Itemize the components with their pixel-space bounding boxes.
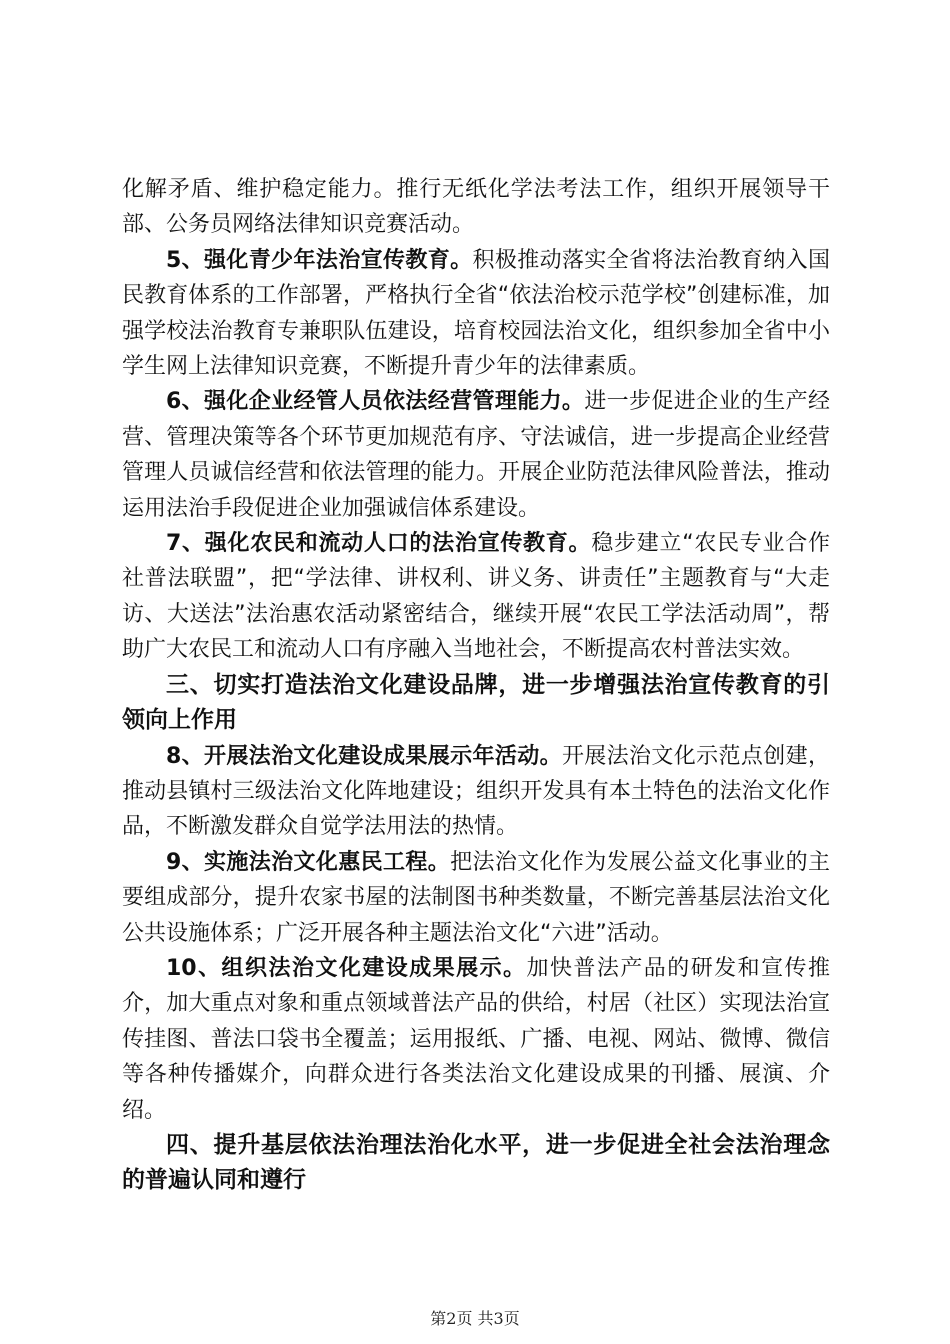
- item-heading: 7、强化农民和流动人口的法治宣传教育。: [166, 531, 592, 557]
- paragraph-body: 开展法治文化示范点创建，推动县镇村三级法治文化阵地建设；组织开发具有本土特色的法治文化作品，不断激发群众自觉学法用法的热情。: [122, 743, 830, 840]
- paragraph-item-5: [122, 243, 830, 385]
- item-heading: 6、强化企业经管人员依法经营管理能力。: [166, 389, 585, 415]
- item-heading: 9、实施法治文化惠民工程。: [166, 849, 451, 875]
- page-number: 第2页 共3页: [430, 1309, 520, 1328]
- section-title: 三、切实打造法治文化建设品牌，进一步增强法治宣传教育的引领向上作用: [122, 671, 830, 734]
- paragraph-item-9: [122, 845, 830, 951]
- paragraph-continuation: [122, 172, 830, 243]
- paragraph-item-10: [122, 951, 830, 1128]
- paragraph-body: 化解矛盾、维护稳定能力。推行无纸化学法考法工作，组织开展领导干部、公务员网络法律知识竞赛活动。: [122, 177, 830, 238]
- paragraph-item-8: [122, 739, 830, 845]
- paragraph-body: 加快普法产品的研发和宣传推介，加大重点对象和重点领域普法产品的供给，村居（社区）实现法治宣传挂图、普法口袋书全覆盖；运用报纸、广播、电视、网站、微博、微信等各种传播媒介，向群众进行各类法治文化建设成果的刊播、展演、介绍。: [122, 955, 830, 1123]
- paragraph-item-6: [122, 384, 830, 526]
- paragraph-body: 进一步促进企业的生产经营、管理决策等各个环节更加规范有序、守法诚信，进一步提高企业经营管理人员诚信经营和依法管理的能力。开展企业防范法律风险普法，推动运用法治手段促进企业加强诚信体系建设。: [122, 389, 830, 521]
- section-title: 四、提升基层依法治理法治化水平，进一步促进全社会法治理念的普遍认同和遵行: [122, 1131, 830, 1194]
- paragraph-body: 积极推动落实全省将法治教育纳入国民教育体系的工作部署，严格执行全省“依法治校示范学校”创建标准，加强学校法治教育专兼职队伍建设，培育校园法治文化，组织参加全省中小学生网上法律知识竞赛，不断提升青少年的法律素质。: [122, 247, 830, 380]
- item-heading: 8、开展法治文化建设成果展示年活动。: [166, 743, 562, 769]
- paragraph-body: 把法治文化作为发展公益文化事业的主要组成部分，提升农家书屋的法制图书种类数量，不断完善基层法治文化公共设施体系；广泛开展各种主题法治文化“六进”活动。: [122, 849, 830, 946]
- document-body: [122, 172, 830, 1199]
- section-heading-3: [122, 668, 830, 739]
- paragraph-item-7: [122, 526, 830, 668]
- item-heading: 5、强化青少年法治宣传教育。: [166, 247, 473, 273]
- paragraph-body: 稳步建立“农民专业合作社普法联盟”，把“学法律、讲权利、讲义务、讲责任”主题教育与“大走访、大送法”法治惠农活动紧密结合，继续开展“农民工学法活动周”，帮助广大农民工和流动人口有序融入当地社会，不断提高农村普法实效。: [122, 531, 831, 663]
- page-number-footer: [0, 1306, 950, 1329]
- item-heading: 10、组织法治文化建设成果展示。: [166, 955, 527, 981]
- section-heading-4: [122, 1128, 830, 1199]
